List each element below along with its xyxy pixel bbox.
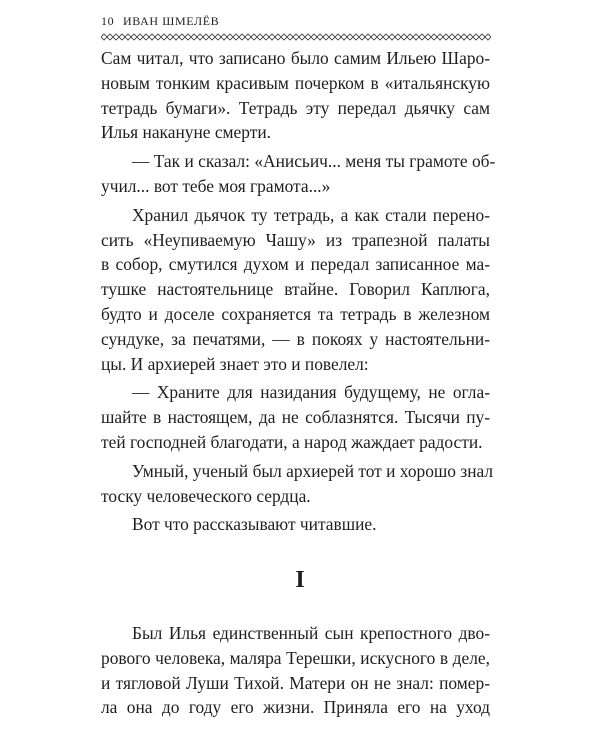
text-line: Хранил дьячок ту тетрадь, а как стали перено-	[132, 204, 490, 225]
running-header	[101, 14, 491, 29]
text-line: тушке настоятельнице втайне. Говорил Каплюга,	[101, 279, 490, 300]
text-line: тей господней благодати, а народ жаждает радости.	[101, 431, 483, 452]
text-line: Вот что рассказывают читавшие.	[132, 514, 377, 535]
text-line: и тягловой Луши Тихой. Матери он не знал: помер-	[101, 672, 490, 693]
body-text	[101, 46, 496, 537]
text-line: Был Илья единственный сын крепостного дво-	[132, 623, 490, 643]
text-line: сундуке, за печатями, — в покоях у настоятельни-	[101, 328, 490, 349]
text-line: Умный, ученый был архиерей тот и хорошо знал	[132, 460, 494, 481]
text-line: будто и доселе сохраняется та тетрадь в железном	[101, 303, 490, 324]
text-line: Илья накануне смерти.	[101, 122, 271, 143]
text-line: шайте в настоящем, да не соблазнятся. Тысячи пу-	[101, 407, 490, 428]
text-line: цы. И архиерей знает это и повелел:	[101, 353, 369, 374]
text-line: сить «Неупиваемую Чашу» из трапезной палаты	[101, 229, 490, 250]
ornament-divider	[101, 33, 491, 41]
running-title: ИВАН ШМЕЛЁВ	[123, 14, 220, 28]
chapter-text	[101, 621, 490, 720]
text-line: тоску человеческого сердца.	[101, 485, 311, 506]
text-line: — Храните для назидания будущему, не оглa-	[132, 382, 490, 403]
text-line: — Так и сказал: «Анисьич... меня ты грамоте об-	[132, 151, 496, 172]
chapter-heading: I	[295, 567, 305, 593]
text-line: новым тонким красивым почерком в «итальянскую	[101, 72, 490, 93]
text-line: ла она до году его жизни. Приняла его на уход	[101, 697, 490, 718]
text-line: рового человека, маляра Терешки, искусного в деле,	[101, 647, 490, 668]
text-line: в собор, смутился духом и передал записанное ма-	[101, 254, 490, 275]
text-line: тетрадь бумаги». Тетрадь эту передал дьячку сам	[101, 97, 490, 118]
page-number: 10	[101, 14, 115, 28]
text-line: учил... вот тебе моя грамота...»	[101, 175, 331, 196]
text-line: Сам читал, что записано было самим Ильею Шаро-	[101, 48, 490, 68]
